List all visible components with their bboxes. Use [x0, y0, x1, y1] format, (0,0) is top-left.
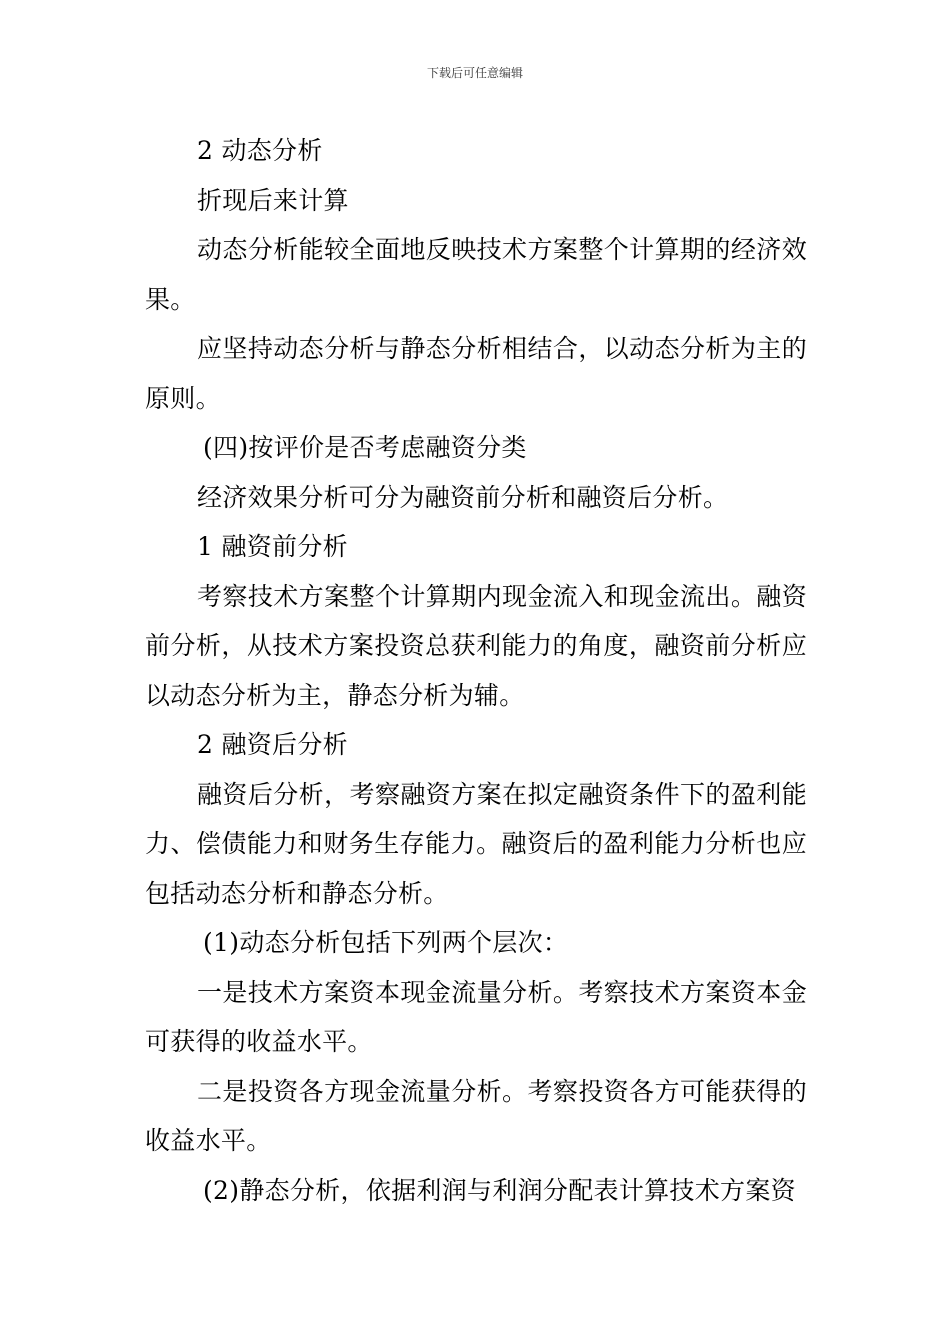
paragraph-heading-pre-financing: 1 融资前分析 [197, 532, 348, 561]
paragraph: 考察技术方案整个计算期内现金流入和现金流出。融资前分析，从技术方案投资总获利能力的角度，融资前分析应以动态分析为主，静态分析为辅。 [145, 581, 807, 710]
paragraph: 一是技术方案资本现金流量分析。考察技术方案资本金可获得的收益水平。 [145, 977, 807, 1056]
paragraph: 应坚持动态分析与静态分析相结合，以动态分析为主的原则。 [145, 334, 807, 413]
paragraph: 经济效果分析可分为融资前分析和融资后分析。 [197, 482, 729, 512]
paragraph-heading-static-analysis: (2)静态分析，依据利润与利润分配表计算技术方案资 [203, 1175, 796, 1205]
paragraph: 融资后分析，考察融资方案在拟定融资条件下的盈利能力、偿债能力和财务生存能力。融资后的盈利能力分析也应包括动态分析和静态分析。 [145, 779, 807, 908]
paragraph-heading-dynamic-analysis: 2 动态分析 [197, 136, 323, 165]
paragraph-heading-financing-classification: (四)按评价是否考虑融资分类 [203, 433, 527, 462]
paragraph: 动态分析能较全面地反映技术方案整个计算期的经济效果。 [145, 235, 807, 314]
paragraph: 折现后来计算 [197, 185, 349, 215]
document-body [145, 126, 807, 1215]
page-header: 下载后可任意编辑 [426, 66, 523, 80]
paragraph: 二是投资各方现金流量分析。考察投资各方可能获得的收益水平。 [145, 1076, 807, 1155]
paragraph-heading-dynamic-levels: (1)动态分析包括下列两个层次： [203, 928, 569, 957]
paragraph-heading-post-financing: 2 融资后分析 [197, 730, 348, 759]
